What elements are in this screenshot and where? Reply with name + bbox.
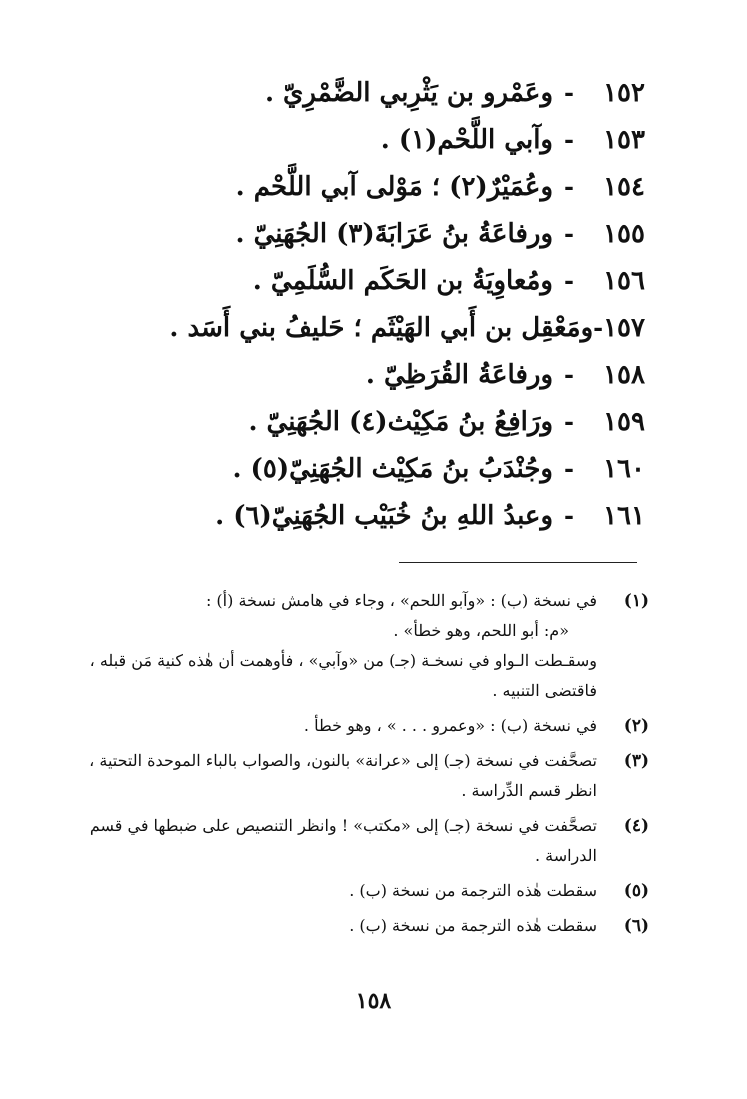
footnote-body xyxy=(62,746,597,806)
entry-name: ومُعاوِيَةُ بن الحَكَم السُّلَمِيّ . xyxy=(252,266,553,296)
footnote-number: (١) xyxy=(623,591,649,611)
footnote xyxy=(62,811,649,871)
entry-row xyxy=(180,454,645,501)
footnote-line: سقطت هٰذه الترجمة من نسخة (ب) . xyxy=(349,881,597,900)
entry-name: وآبي اللَّحْم(١) . xyxy=(380,125,553,155)
footnote-line: «م: أبو اللحم، وهو خطأ» . xyxy=(393,621,569,640)
footnote xyxy=(62,746,649,806)
footnote xyxy=(62,876,649,906)
entry-row xyxy=(180,360,645,407)
entry-name: وجُنْدَبُ بنُ مَكِيْث الجُهَنِيّ(٥) . xyxy=(232,454,553,484)
entry-number: ١٥٦ xyxy=(603,266,645,296)
entry-row xyxy=(180,266,645,313)
entry-name: وعَمْرو بن يَثْرِبي الضَّمْرِيّ . xyxy=(264,78,553,108)
entry-name: وعُمَيْرٌ(٢) ؛ مَوْلى آبي اللَّحْم . xyxy=(235,172,553,202)
footnote xyxy=(62,911,649,941)
footnote-line: في نسخة (ب) : «وآبو اللحم» ، وجاء في هامش نسخة (أ) : xyxy=(205,591,597,610)
entry-dash: - xyxy=(564,125,574,154)
entry-number: ١٥٩ xyxy=(603,407,645,437)
entry-name: وعبدُ اللهِ بنُ خُبَيْب الجُهَنِيّ(٦) . xyxy=(215,501,553,531)
footnote xyxy=(62,711,649,741)
footnote-body xyxy=(62,586,597,706)
page-number: ١٥٨ xyxy=(355,988,392,1014)
footnote xyxy=(62,586,649,706)
entry-row xyxy=(180,407,645,454)
entry-number: ١٥٤ xyxy=(603,172,645,202)
footnote-body xyxy=(62,876,597,906)
footnote-number: (٢) xyxy=(623,716,649,736)
entry-row xyxy=(180,172,645,219)
entry-row xyxy=(180,501,645,548)
entry-dash: - xyxy=(564,172,574,201)
footnote-line: في نسخة (ب) : «وعمرو . . . » ، وهو خطأ . xyxy=(303,716,597,735)
footnote-line: الدراسة . xyxy=(534,846,597,865)
entry-name: ورَافِعُ بنُ مَكِيْث(٤) الجُهَنِيّ . xyxy=(248,407,553,437)
entry-number: ١٥٢ xyxy=(603,78,645,108)
footnote-line: انظر قسم الدِّراسة . xyxy=(461,781,597,800)
entry-number: ١٥٥ xyxy=(603,219,645,249)
footnote-number: (٥) xyxy=(623,881,649,901)
footnote-divider xyxy=(399,562,637,563)
footnote-line: تصحَّفت في نسخة (جـ) إلى «مكتب» ! وانظر التنصيص على ضبطها في قسم xyxy=(89,816,597,835)
entries-list xyxy=(169,78,645,548)
footnote-body xyxy=(62,811,597,871)
entry-dash: - xyxy=(564,78,574,107)
entry-number: ١٥٧ xyxy=(603,313,645,343)
entry-row xyxy=(180,219,645,266)
entry-dash: - xyxy=(564,360,574,389)
entry-name: ومَعْقِل بن أَبي الهَيْثَم ؛ حَليفُ بني أَسَد . xyxy=(169,313,594,343)
footnote-number: (٤) xyxy=(623,816,649,836)
footnotes-list xyxy=(62,586,649,946)
entry-row xyxy=(180,125,645,172)
footnote-number: (٦) xyxy=(623,916,649,936)
entry-number: ١٥٨ xyxy=(603,360,645,390)
footnote-body xyxy=(62,911,597,941)
entry-row xyxy=(180,78,645,125)
footnote-line: تصحَّفت في نسخة (جـ) إلى «عرانة» بالنون، والصواب بالباء الموحدة التحتية ، xyxy=(89,751,597,770)
entry-number: ١٦١ xyxy=(603,501,645,531)
entry-name: ورفاعَةُ القُرَظِيّ . xyxy=(365,360,553,390)
entry-dash: - xyxy=(564,501,574,530)
entry-dash: - xyxy=(564,219,574,248)
footnote-number: (٣) xyxy=(623,751,649,771)
entry-dash: - xyxy=(593,313,604,342)
footnote-line: وسقـطت الـواو في نسخـة (جـ) من «وآبي» ، فأوهمت أن هٰذه كنية مَن قبله ، xyxy=(89,651,597,670)
footnote-line: فاقتضى التنبيه . xyxy=(492,681,597,700)
footnote-line: سقطت هٰذه الترجمة من نسخة (ب) . xyxy=(349,916,597,935)
entry-number: ١٦٠ xyxy=(603,454,645,484)
entry-row xyxy=(169,313,645,360)
entry-dash: - xyxy=(564,266,574,295)
entry-dash: - xyxy=(564,454,574,483)
entry-name: ورفاعَةُ بنُ عَرَابَةَ(٣) الجُهَنِيّ . xyxy=(235,219,553,249)
footnote-body xyxy=(62,711,597,741)
entry-dash: - xyxy=(564,407,574,436)
entry-number: ١٥٣ xyxy=(603,125,645,155)
